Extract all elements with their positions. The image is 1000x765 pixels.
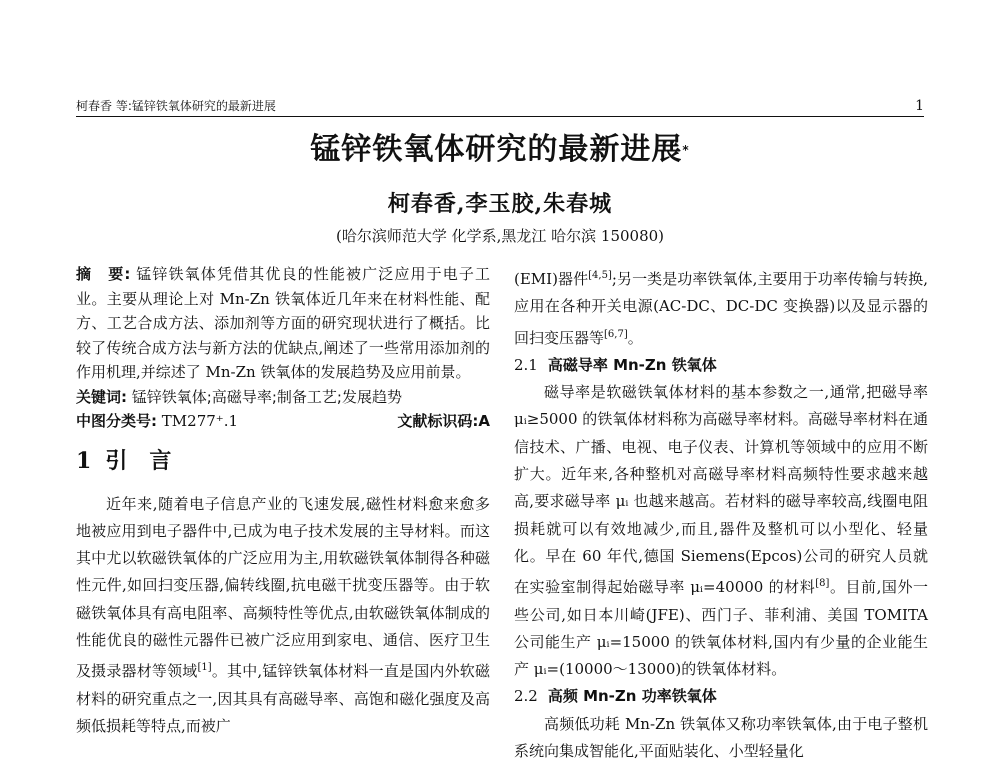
affiliation: (哈尔滨师范大学 化学系,黑龙江 哈尔滨 150080): [335, 227, 665, 245]
intro-continuation: [514, 262, 928, 352]
subsection-title: 高频 Mn-Zn 功率铁氧体: [547, 687, 717, 706]
section-heading-intro: [76, 446, 490, 477]
section-heading-2-2: [514, 683, 928, 710]
intro-text-1: 近年来,随着电子信息产业的飞速发展,磁性材料愈来愈多地被应用到电子器件中,已成为电子技术发展的主导材料。而这其中尤以软磁铁氧体的广泛应用为主,用软磁铁氧体制得各种磁性元件,如回扫变压器,偏转线圈,抗电磁干扰变压器等。由于软磁铁氧体具有高电阻率、高频特性等优点,由软磁铁氧体制成的性能优良的磁性元器件已被广泛应用到家电、通信、医疗卫生及摄录器材等领域: [76, 494, 490, 681]
right-body: [514, 262, 928, 765]
citation: [1]: [197, 662, 212, 674]
keywords-text: 锰锌铁氧体;高磁导率;制备工艺;发展趋势: [131, 387, 402, 406]
intro-cont-text-3: 。: [627, 328, 643, 347]
running-header: [76, 98, 924, 117]
section-2-1-text-1: 磁导率是软磁铁氧体材料的基本参数之一,通常,把磁导率 μᵢ≥5000 的铁氧体材料称为高磁导率材料。高磁导率材料在通信技术、广播、电视、电子仪表、计算机等领域中的应用不断扩大。近年来,各种整机对高磁导率材料高频特性要求越来越高,要求磁导率 μᵢ 也越来越高。若材料的磁导率较高,线圈电阻损耗就可以有效地减少,而且,器件及整机可以小型化、轻量化。早在 60 年代,德国 Siemens(Epcos)公司的研究人员就在实验室制得起始磁导率 μᵢ=40000 的材料: [514, 383, 928, 597]
section-2-1-paragraph: [514, 379, 928, 683]
classification-line: [76, 409, 490, 434]
intro-text-2: 。其中,锰锌铁氧体材料一直是国内外软磁材料的研究重点之一,因其具有高磁导率、高饱和磁化强度及高频低损耗等特点,而被广: [76, 662, 490, 735]
citation: [6,7]: [604, 328, 628, 340]
subsection-title: 高磁导率 Mn-Zn 铁氧体: [547, 355, 717, 374]
intro-cont-text-2: ;另一类是功率铁氧体,主要用于功率传输与转换,应用在各种开关电源(AC-DC、DC-DC 变换器)以及显示器的回扫变压器等: [514, 270, 928, 347]
citation: [4,5]: [588, 270, 612, 281]
left-column: [76, 262, 490, 740]
section-2-1-text-2: 。目前,国外一些公司,如日本川崎(JFE)、西门子、菲利浦、美国 TOMITA 公司能生产 μᵢ=15000 的铁氧体材料,国内有少量的企业能生产 μᵢ=(10000～13000)的铁氧体材料。: [514, 578, 928, 679]
paper-title: [0, 130, 1000, 170]
clc-label: 中图分类号:: [76, 412, 157, 430]
citation: [8]: [815, 578, 830, 590]
doc-code-label: 文献标识码:: [397, 412, 479, 430]
running-title: 柯春香 等:锰锌铁氧体研究的最新进展: [76, 99, 276, 113]
doc-code-value: A: [478, 412, 490, 430]
keywords-label: 关键词:: [76, 387, 127, 406]
intro-body: [76, 491, 490, 741]
abstract: [76, 262, 490, 385]
abstract-text: 锰锌铁氧体凭借其优良的性能被广泛应用于电子工业。主要从理论上对 Mn-Zn 铁氧体近几年来在材料性能、配方、工艺合成方法、添加剂等方面的研究现状进行了概括。比较了传统合成方法与新方法的优缺点,阐述了一些常用添加剂的作用机理,并综述了 Mn-Zn 铁氧体的发展趋势及应用前景。: [76, 265, 490, 381]
paper-title-text: 锰锌铁氧体研究的最新进展: [310, 132, 683, 167]
subsection-number: 2.2: [514, 687, 538, 706]
section-heading-2-1: [514, 352, 928, 379]
title-footnote-mark: *: [682, 143, 690, 157]
subsection-number: 2.1: [514, 355, 538, 374]
keywords: [76, 385, 490, 410]
right-column: [514, 262, 928, 765]
section-2-2-paragraph: 高频低功耗 Mn-Zn 铁氧体又称功率铁氧体,由于电子整机系统向集成智能化,平面贴装化、小型轻量化: [514, 714, 928, 761]
authors: 柯春香,李玉胶,朱春城: [387, 191, 613, 217]
intro-paragraph: [76, 491, 490, 741]
page-number: 1: [915, 98, 924, 114]
clc-value: TM277⁺.1: [161, 412, 239, 430]
abstract-label: 摘 要:: [76, 265, 131, 283]
intro-cont-text-1: (EMI)器件: [514, 270, 589, 288]
section-title: 引 言: [105, 448, 172, 474]
section-number: 1: [76, 447, 92, 474]
